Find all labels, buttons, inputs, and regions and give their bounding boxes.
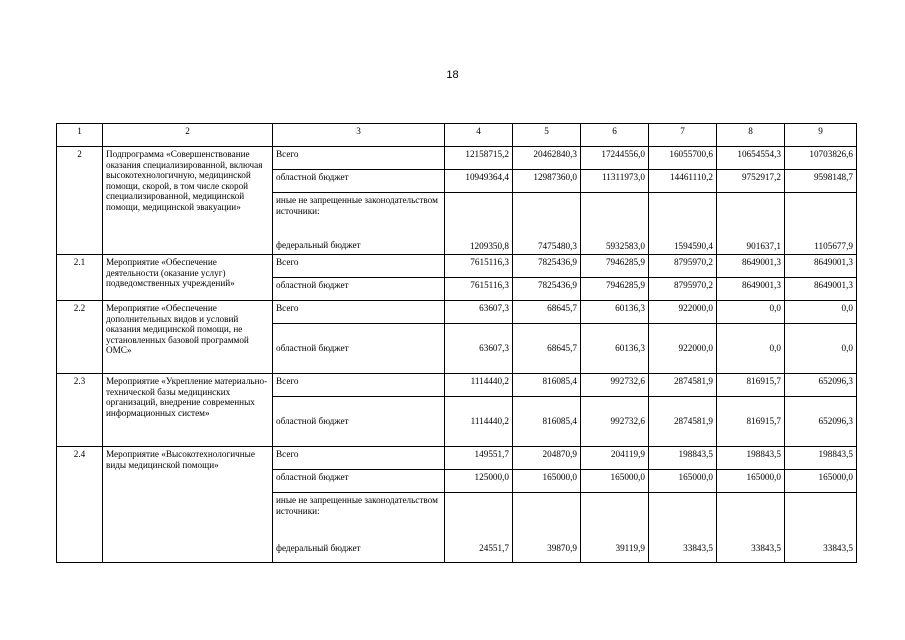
- header-cell: 5: [513, 124, 581, 147]
- row-number: 2.2: [57, 301, 103, 374]
- value-cell: 816915,7: [717, 397, 785, 447]
- value-cell: 1209350,8: [445, 193, 513, 255]
- value-cell: 1114440,2: [445, 374, 513, 397]
- value-cell: 12158715,2: [445, 147, 513, 170]
- table-row: [57, 374, 857, 397]
- value-cell: 7615116,3: [445, 278, 513, 301]
- source-label: Всего: [273, 147, 445, 170]
- source-label: областной бюджет: [273, 397, 445, 447]
- value-cell: 1594590,4: [649, 193, 717, 255]
- value-cell: 11311973,0: [581, 170, 649, 193]
- value-cell: 7615116,3: [445, 255, 513, 278]
- header-row: [57, 124, 857, 147]
- value-cell: 39870,9: [513, 493, 581, 563]
- program-name: Подпрограмма «Совершенствование оказания специализированной, включая высокотехнологичную, медицинской помощи, скорой, в том числе скорой специализированной, медицинской помощи, медицинской эвакуации»: [103, 147, 273, 255]
- value-cell: 652096,3: [785, 374, 857, 397]
- table-row: [57, 447, 857, 470]
- value-cell: 992732,6: [581, 374, 649, 397]
- value-cell: 198843,5: [717, 447, 785, 470]
- header-cell: 2: [103, 124, 273, 147]
- value-cell: 816085,4: [513, 374, 581, 397]
- source-label-other-text: иные не запрещенные законодательством источники:: [276, 195, 438, 216]
- value-cell: 14461110,2: [649, 170, 717, 193]
- value-cell: 16055700,6: [649, 147, 717, 170]
- row-number: 2.3: [57, 374, 103, 447]
- value-cell: 10654554,3: [717, 147, 785, 170]
- source-label: областной бюджет: [273, 470, 445, 493]
- source-label-other: [273, 193, 445, 255]
- source-label-federal: федеральный бюджет: [276, 240, 361, 251]
- row-number: 2.1: [57, 255, 103, 301]
- value-cell: 12987360,0: [513, 170, 581, 193]
- value-cell: 63607,3: [445, 324, 513, 374]
- value-cell: 165000,0: [649, 470, 717, 493]
- source-label-other-text: иные не запрещенные законодательством источники:: [276, 495, 438, 516]
- value-cell: 125000,0: [445, 470, 513, 493]
- program-name: Мероприятие «Укрепление материально-технической базы медицинских организаций, внедрение современных информационных систем»: [103, 374, 273, 447]
- source-label: Всего: [273, 374, 445, 397]
- value-cell: 8649001,3: [717, 278, 785, 301]
- source-label: областной бюджет: [273, 278, 445, 301]
- value-cell: 33843,5: [717, 493, 785, 563]
- value-cell: 7825436,9: [513, 278, 581, 301]
- table-row: [57, 147, 857, 170]
- value-cell: 33843,5: [649, 493, 717, 563]
- source-label: Всего: [273, 301, 445, 324]
- value-cell: 0,0: [785, 301, 857, 324]
- value-cell: 39119,9: [581, 493, 649, 563]
- value-cell: 68645,7: [513, 301, 581, 324]
- value-cell: 0,0: [717, 324, 785, 374]
- value-cell: 816915,7: [717, 374, 785, 397]
- value-cell: 63607,3: [445, 301, 513, 324]
- program-name: Мероприятие «Обеспечение дополнительных видов и условий оказания медицинской помощи, не установленных базовой программой ОМС»: [103, 301, 273, 374]
- value-cell: 149551,7: [445, 447, 513, 470]
- value-cell: 7825436,9: [513, 255, 581, 278]
- value-cell: 922000,0: [649, 324, 717, 374]
- value-cell: 10949364,4: [445, 170, 513, 193]
- value-cell: 20462840,3: [513, 147, 581, 170]
- value-cell: 5932583,0: [581, 193, 649, 255]
- value-cell: 901637,1: [717, 193, 785, 255]
- header-cell: 3: [273, 124, 445, 147]
- value-cell: 165000,0: [513, 470, 581, 493]
- header-cell: 6: [581, 124, 649, 147]
- header-cell: 8: [717, 124, 785, 147]
- value-cell: 60136,3: [581, 324, 649, 374]
- value-cell: 8795970,2: [649, 255, 717, 278]
- value-cell: 0,0: [717, 301, 785, 324]
- value-cell: 33843,5: [785, 493, 857, 563]
- value-cell: 652096,3: [785, 397, 857, 447]
- table-row: [57, 301, 857, 324]
- program-name: Мероприятие «Высокотехнологичные виды медицинской помощи»: [103, 447, 273, 563]
- value-cell: 0,0: [785, 324, 857, 374]
- value-cell: 24551,7: [445, 493, 513, 563]
- source-label-other: [273, 493, 445, 563]
- header-cell: 7: [649, 124, 717, 147]
- value-cell: 7946285,9: [581, 278, 649, 301]
- value-cell: 8649001,3: [785, 278, 857, 301]
- value-cell: 922000,0: [649, 301, 717, 324]
- value-cell: 8649001,3: [785, 255, 857, 278]
- value-cell: 60136,3: [581, 301, 649, 324]
- budget-table: [56, 123, 857, 563]
- value-cell: 204870,9: [513, 447, 581, 470]
- value-cell: 7475480,3: [513, 193, 581, 255]
- row-number: 2.4: [57, 447, 103, 563]
- program-name: Мероприятие «Обеспечение деятельности (оказание услуг) подведомственных учреждений»: [103, 255, 273, 301]
- value-cell: 68645,7: [513, 324, 581, 374]
- value-cell: 17244556,0: [581, 147, 649, 170]
- value-cell: 1114440,2: [445, 397, 513, 447]
- value-cell: 165000,0: [581, 470, 649, 493]
- value-cell: 2874581,9: [649, 374, 717, 397]
- source-label: Всего: [273, 255, 445, 278]
- header-cell: 1: [57, 124, 103, 147]
- value-cell: 9752917,2: [717, 170, 785, 193]
- value-cell: 8795970,2: [649, 278, 717, 301]
- value-cell: 165000,0: [717, 470, 785, 493]
- header-cell: 4: [445, 124, 513, 147]
- source-label-federal: федеральный бюджет: [276, 543, 361, 554]
- value-cell: 198843,5: [649, 447, 717, 470]
- value-cell: 1105677,9: [785, 193, 857, 255]
- source-label: областной бюджет: [273, 324, 445, 374]
- value-cell: 10703826,6: [785, 147, 857, 170]
- value-cell: 9598148,7: [785, 170, 857, 193]
- value-cell: 7946285,9: [581, 255, 649, 278]
- row-number: 2: [57, 147, 103, 255]
- value-cell: 2874581,9: [649, 397, 717, 447]
- source-label: Всего: [273, 447, 445, 470]
- value-cell: 198843,5: [785, 447, 857, 470]
- header-cell: 9: [785, 124, 857, 147]
- source-label: областной бюджет: [273, 170, 445, 193]
- value-cell: 816085,4: [513, 397, 581, 447]
- value-cell: 992732,6: [581, 397, 649, 447]
- value-cell: 165000,0: [785, 470, 857, 493]
- table-row: [57, 255, 857, 278]
- value-cell: 204119,9: [581, 447, 649, 470]
- value-cell: 8649001,3: [717, 255, 785, 278]
- page-number: 18: [446, 69, 459, 81]
